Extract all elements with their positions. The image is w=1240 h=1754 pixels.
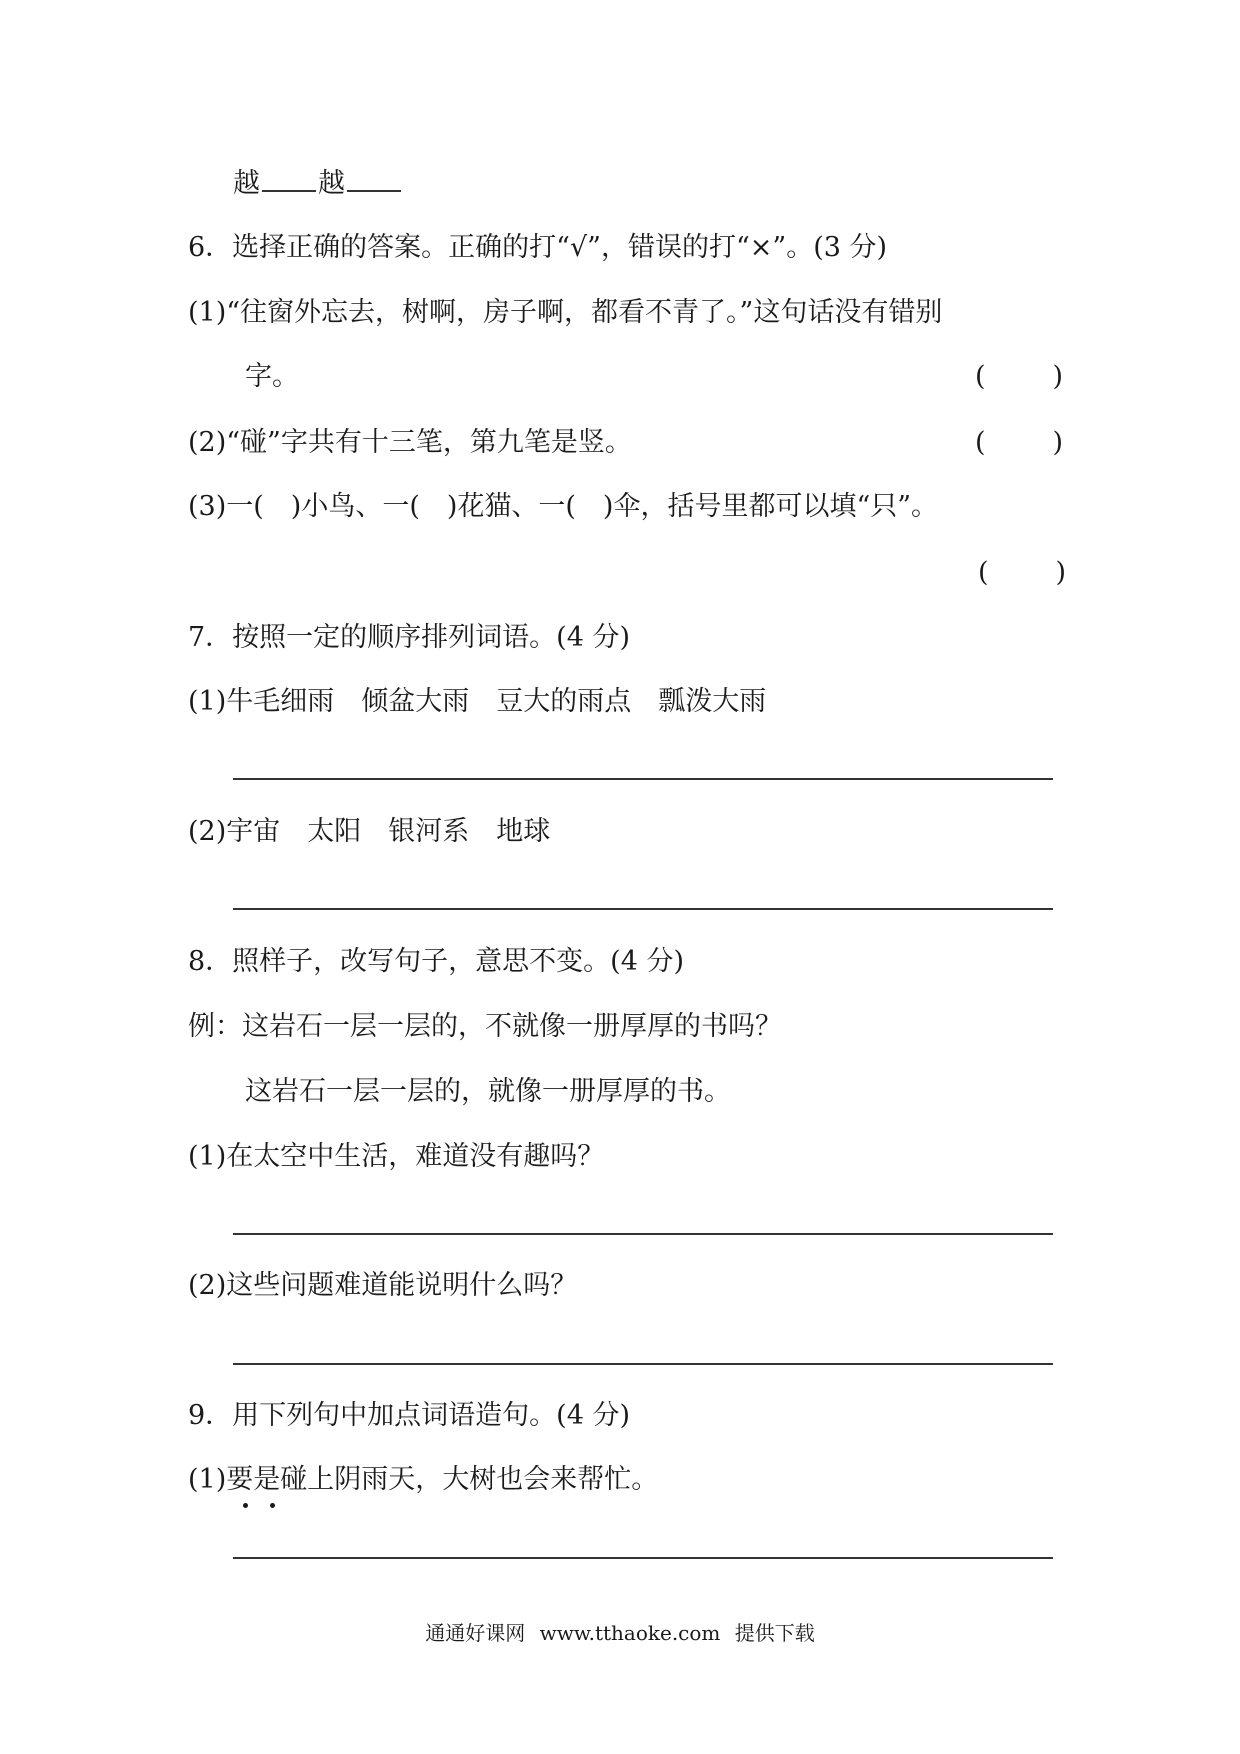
q7-answer-line-1[interactable]: [233, 778, 1053, 780]
q8-example-question: 例：这岩石一层一层的，不就像一册厚厚的书吗？: [188, 1011, 782, 1042]
q8-example-answer: 这岩石一层一层的，就像一册厚厚的书。: [245, 1076, 731, 1107]
q8-item-2: (2)这些问题难道能说明什么吗？: [188, 1270, 578, 1301]
emphasis-dot-2: [270, 1503, 275, 1508]
q6-answer-paren-1[interactable]: ( ): [975, 361, 1084, 392]
q6-item-1-line2: 字。: [245, 361, 299, 392]
q6-item-1-line1: (1)“往窗外忘去，树啊，房子啊，都看不青了。”这句话没有错别: [188, 297, 943, 328]
q6-item-2: (2)“碰”字共有十三笔，第九笔是竖。: [188, 427, 632, 458]
q6-answer-paren-2[interactable]: ( ): [975, 427, 1084, 458]
q7-item-1: (1)牛毛细雨 倾盆大雨 豆大的雨点 瓢泼大雨: [188, 686, 767, 717]
emphasis-dot-1: [243, 1503, 248, 1508]
q8-answer-line-2[interactable]: [233, 1363, 1053, 1365]
q7-title: 7．按照一定的顺序排列词语。(4 分): [188, 622, 631, 653]
q8-item-1: (1)在太空中生活，难道没有趣吗？: [188, 1141, 605, 1172]
q7-answer-line-2[interactable]: [233, 908, 1053, 910]
footer-url[interactable]: www.tthaoke.com: [539, 1621, 721, 1645]
q9-item-1: (1)要是碰上阴雨天，大树也会来帮忙。: [188, 1464, 659, 1495]
footer-suffix: 提供下载: [734, 1621, 815, 1645]
q9-answer-line-1[interactable]: [233, 1557, 1053, 1559]
q8-title: 8．照样子，改写句子，意思不变。(4 分): [188, 946, 685, 977]
q7-item-2: (2)宇宙 太阳 银河系 地球: [188, 816, 551, 847]
q5-blank-1[interactable]: [262, 164, 316, 192]
q6-answer-paren-3[interactable]: ( ): [978, 557, 1087, 588]
q9-title: 9．用下列句中加点词语造句。(4 分): [188, 1400, 631, 1431]
q5-prefix: 越: [233, 168, 260, 199]
q5-middle: 越: [318, 168, 345, 199]
q8-answer-line-1[interactable]: [233, 1233, 1053, 1235]
q6-title: 6．选择正确的答案。正确的打“√”，错误的打“×”。(3 分): [188, 232, 888, 263]
q5-blank-2[interactable]: [347, 164, 401, 192]
footer-site: 通通好课网: [425, 1621, 526, 1645]
q6-item-3: (3)一( )小鸟、一( )花猫、一( )伞，括号里都可以填“只”。: [188, 491, 939, 522]
q5-fill-line: [233, 164, 403, 204]
page-footer: [0, 1618, 1240, 1648]
